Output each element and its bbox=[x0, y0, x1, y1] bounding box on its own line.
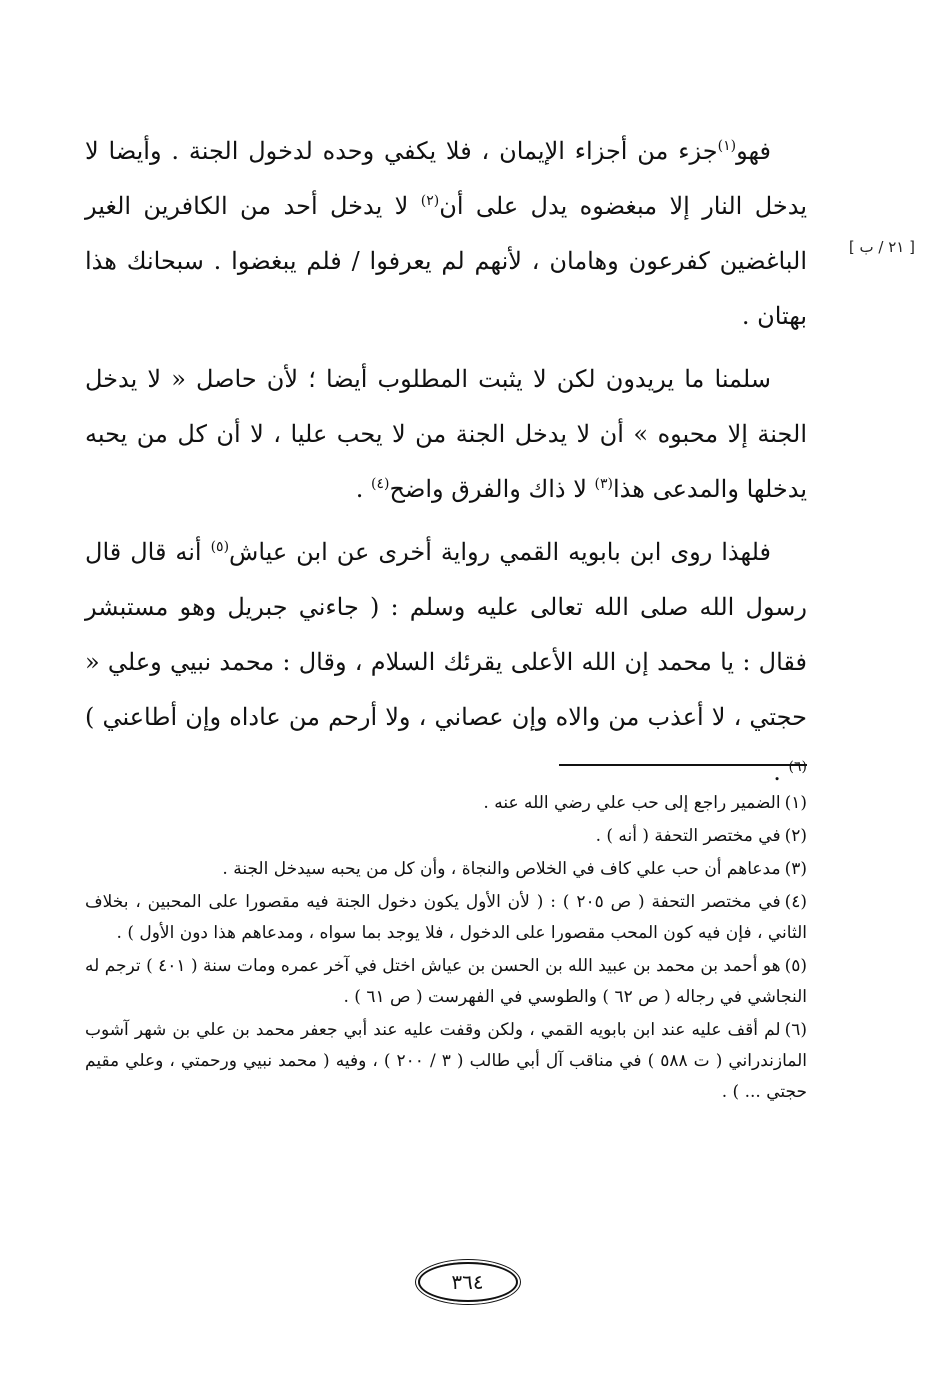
footnote-ref-3[interactable]: (٣) bbox=[594, 476, 614, 492]
footnote-ref-4[interactable]: (٤) bbox=[371, 476, 390, 492]
manuscript-folio-marker: [ ٢١ / ب ] bbox=[848, 238, 915, 256]
footnote-text: الضمير راجع إلى حب علي رضي الله عنه . bbox=[483, 793, 781, 813]
footnote-text: لم أقف عليه عند ابن بابويه القمي ، ولكن وقفت عليه عند أبي جعفر محمد بن علي بن شهر آشوب المازندراني ( ت ٥٨٨ ) في مناقب آل أبي طالب ( ٣ / ٢٠٠ ) ، وفيه ( محمد نبيي ورحمتي ، وعلي مقيم حجتي ... ) . bbox=[85, 1020, 807, 1102]
footnote-text: مدعاهم أن حب علي كاف في الخلاص والنجاة ، وأن كل من يحبه سيدخل الجنة . bbox=[222, 859, 781, 879]
footnote-ref-6[interactable]: (٦) bbox=[788, 759, 807, 775]
footnote-number: (٦) bbox=[784, 1020, 807, 1040]
paragraph-1: فهو$^{(١)}$جزء من أجزاء الإيمان ، فلا يكفي وحده لدخول الجنة . وأيضا لا يدخل النار إلا مبغضوه يدل على أن$^{(٢)}$ لا يدخل أحد من الكافرين الغير الباغضين كفرعون وهامان ، لأنهم لم يعرفوا / فلم يبغضوا . سبحانك هذا بهتان . bbox=[85, 137, 808, 330]
main-text-body bbox=[85, 124, 807, 808]
footnote-number: (٢) bbox=[784, 826, 807, 846]
footnote-text: هو أحمد بن محمد بن عبيد الله بن الحسن بن عياش اختل في آخر عمره ومات سنة ( ٤٠١ ) ترجم له النجاشي في رجاله ( ص ٦٢ ) والطوسي في الفهرست ( ص ٦١ ) . bbox=[85, 956, 807, 1007]
footnote-3 bbox=[85, 854, 807, 885]
footnote-5 bbox=[85, 951, 807, 1013]
footnote-number: (١) bbox=[784, 793, 807, 813]
footnote-ref-1[interactable]: (١) bbox=[717, 138, 737, 154]
footnote-ref-5[interactable]: (٥) bbox=[210, 539, 230, 555]
page-number: ٣٦٤ bbox=[418, 1262, 518, 1302]
paragraph-2: سلمنا ما يريدون لكن لا يثبت المطلوب أيضا ؛ لأن حاصل « لا يدخل الجنة إلا محبوه » أن لا يدخل الجنة من لا يحب عليا ، لا أن كل من يحبه يدخلها والمدعى هذا$^{(٣)}$ لا ذاك والفرق واضح$^{(٤)}$ . bbox=[85, 365, 807, 503]
footnote-number: (٣) bbox=[784, 859, 807, 879]
footnote-4 bbox=[85, 887, 807, 949]
footnote-text: في مختصر التحفة ( ص ٢٠٥ ) : ( لأن الأول يكون دخول الجنة فيه مقصورا على المحبين ، بخلاف الثاني ، فإن فيه كون المحب مقصورا على الدخول ، فلا يوجد بما سواه ، ومدعاهم هذا دون الأول ) . bbox=[85, 892, 807, 943]
footnote-2 bbox=[85, 821, 807, 852]
footnote-number: (٥) bbox=[784, 956, 808, 976]
footnote-1 bbox=[85, 788, 807, 819]
footnote-ref-2[interactable]: (٢) bbox=[420, 193, 440, 209]
footnote-number: (٤) bbox=[784, 892, 807, 912]
footnote-separator bbox=[559, 764, 807, 766]
footnotes-section bbox=[85, 788, 807, 1110]
paragraph-3: فلهذا روى ابن بابويه القمي رواية أخرى عن ابن عياش$^{(٥)}$ أنه قال قال رسول الله صلى الله تعالى عليه وسلم : ( جاءني جبريل وهو مستبشر فقال : يا محمد إن الله الأعلى يقرئك السلام ، وقال : محمد نبيي وعلي « حجتي ، لا أعذب من والاه وإن عصاني ، ولا أرحم من عاداه وإن أطاعني )$^{(٦)}$ . bbox=[85, 538, 807, 786]
footnote-6 bbox=[85, 1015, 807, 1108]
footnote-text: في مختصر التحفة ( أنه ) . bbox=[595, 826, 781, 846]
